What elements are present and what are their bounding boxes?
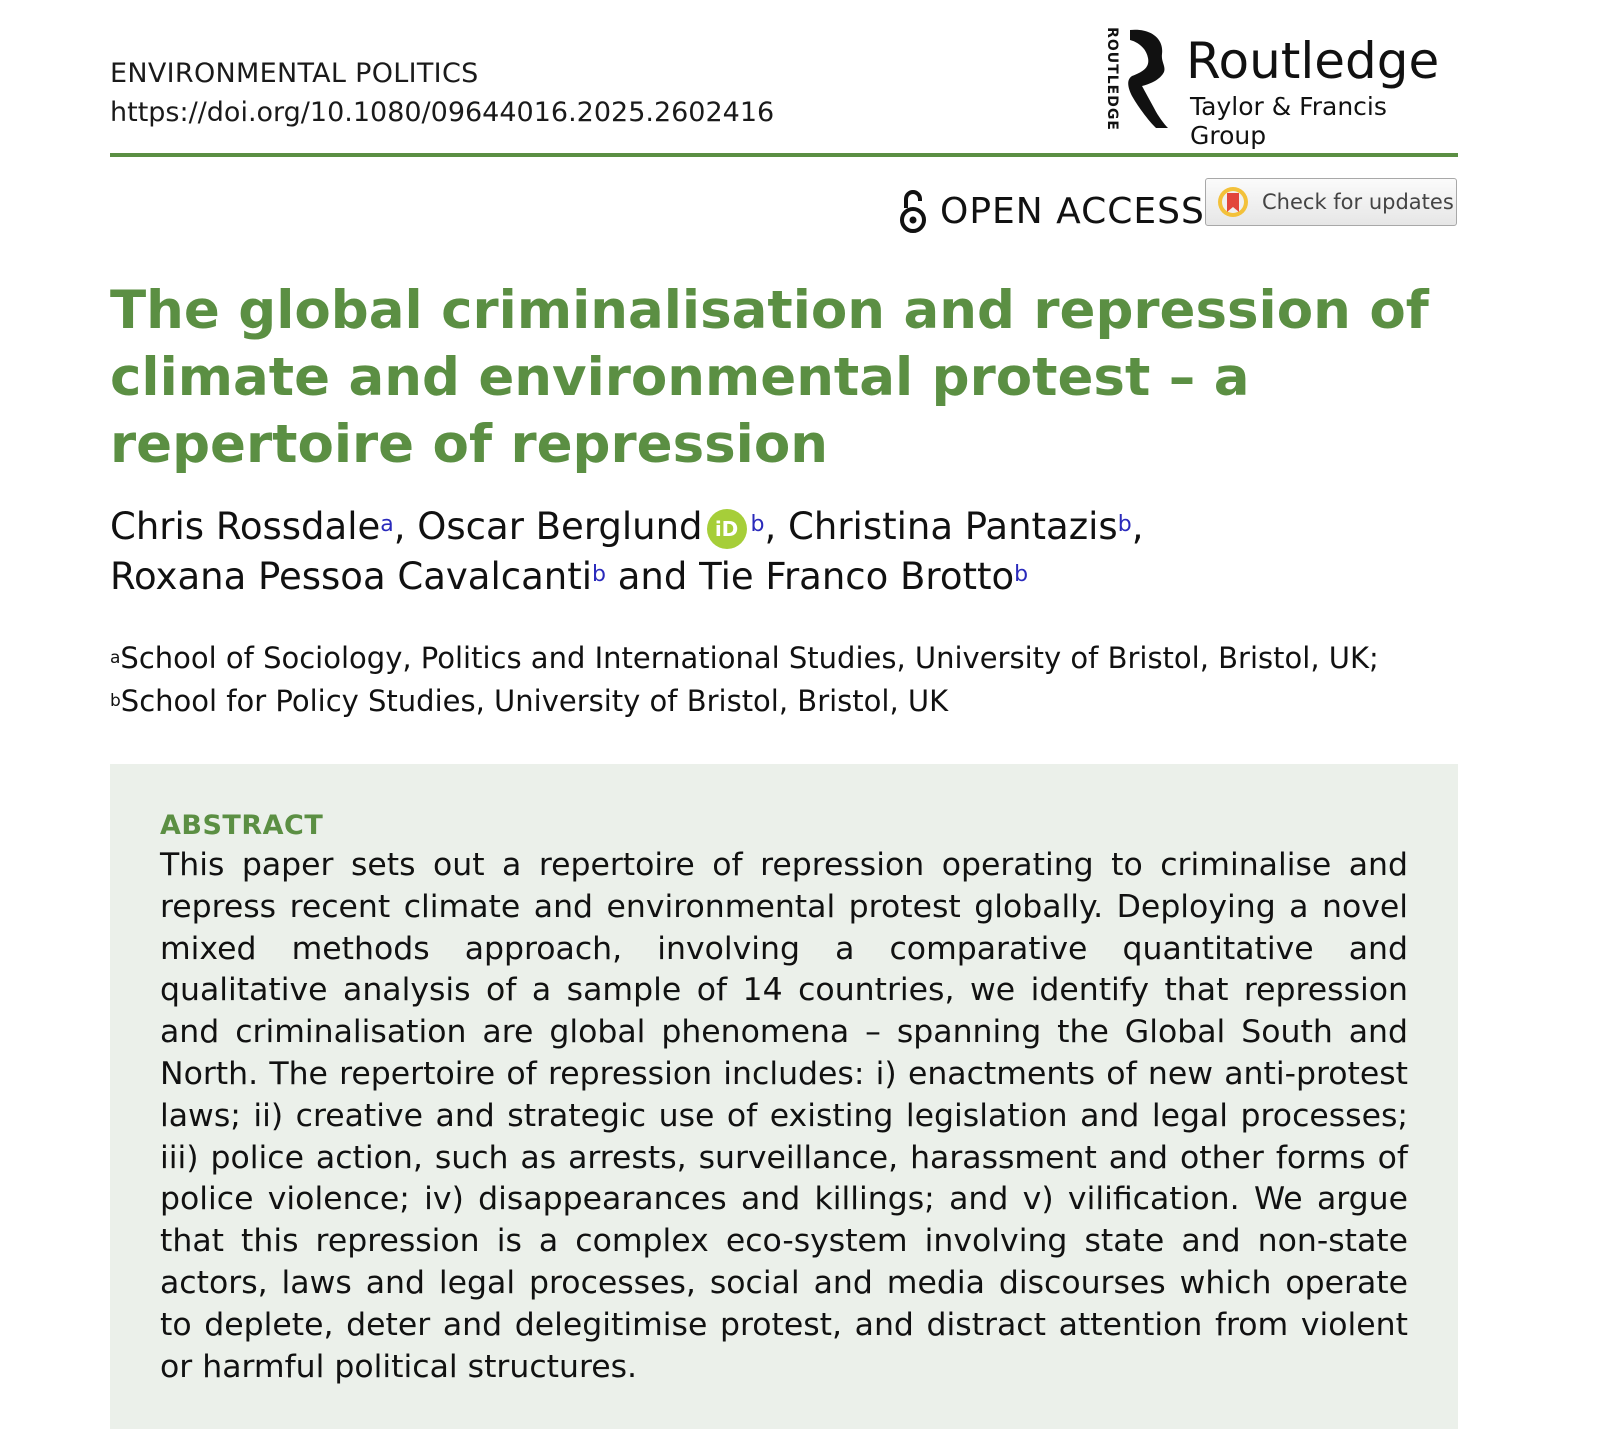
abstract-heading: ABSTRACT bbox=[160, 810, 324, 841]
affiliation-mark: a bbox=[380, 512, 394, 537]
affiliation-mark: b bbox=[110, 691, 121, 711]
affiliation-text: School for Policy Studies, University of Bristol, Bristol, UK bbox=[120, 684, 949, 718]
affiliation-mark: a bbox=[110, 648, 121, 668]
author-name[interactable]: Oscar Berglund bbox=[417, 505, 703, 548]
open-lock-icon bbox=[898, 188, 928, 234]
author-name[interactable]: Tie Franco Brotto bbox=[699, 555, 1015, 598]
header-divider bbox=[110, 153, 1458, 157]
doi-link[interactable]: https://doi.org/10.1080/09644016.2025.2602416 bbox=[110, 97, 775, 128]
affiliation-mark: b bbox=[1117, 512, 1132, 537]
affiliation-mark: b bbox=[592, 562, 606, 587]
author-separator: and bbox=[605, 555, 700, 598]
abstract-box bbox=[110, 764, 1458, 1429]
routledge-logo bbox=[1098, 27, 1458, 150]
affiliation-line bbox=[110, 637, 1379, 680]
author-name[interactable]: Roxana Pessoa Cavalcanti bbox=[110, 555, 592, 598]
affiliations bbox=[110, 637, 1379, 723]
author-name[interactable]: Chris Rossdale bbox=[110, 505, 381, 548]
check-for-updates-label: Check for updates bbox=[1262, 190, 1454, 214]
journal-name: ENVIRONMENTAL POLITICS bbox=[110, 58, 479, 89]
publisher-name: Routledge bbox=[1186, 32, 1440, 90]
affiliation-line bbox=[110, 680, 1379, 723]
orcid-icon[interactable]: iD bbox=[707, 509, 747, 549]
author-list bbox=[110, 502, 1143, 602]
affiliation-mark: b bbox=[1014, 562, 1029, 587]
open-access-label: OPEN ACCESS bbox=[940, 190, 1205, 232]
author-separator: , bbox=[1131, 505, 1144, 548]
article-title: The global criminalisation and repression of climate and environmental protest – a repertoire of repression bbox=[110, 280, 1429, 475]
publisher-group: Taylor & Francis Group bbox=[1190, 92, 1387, 150]
affiliation-text: School of Sociology, Politics and International Studies, University of Bristol, Bristol, UK; bbox=[120, 641, 1379, 675]
logo-vertical-text: ROUTLEDGE bbox=[1104, 27, 1120, 131]
open-access-badge bbox=[898, 188, 1205, 234]
author-separator: , bbox=[764, 505, 789, 548]
author-separator: , bbox=[393, 505, 418, 548]
affiliation-mark: b bbox=[750, 512, 765, 537]
routledge-head-icon bbox=[1120, 28, 1170, 130]
author-name[interactable]: Christina Pantazis bbox=[788, 505, 1118, 548]
journal-header bbox=[110, 58, 774, 128]
crossmark-icon bbox=[1216, 185, 1250, 219]
check-for-updates-button[interactable] bbox=[1205, 178, 1457, 226]
abstract-text: This paper sets out a repertoire of repression operating to criminalise and repress recent climate and environmental protest globally. Deploying a novel mixed methods approach, involving a comparative quantitative and qualitative analysis of a sample of 14 countries, we identify that repression and criminalisation are global phenomena – spanning the Global South and North. The repertoire of repression includes: i) enactments of new anti-protest laws; ii) creative and strategic use of existing legislation and legal processes; iii) police action, such as arrests, surveillance, harassment and other forms of police violence; iv) disappearances and killings; and v) vilification. We argue that this repression is a complex eco-system involving state and non-state actors, laws and legal processes, social and media discourses which operate to deplete, deter and delegitimise protest, and distract attention from violent or harmful political structures. bbox=[160, 847, 1408, 1385]
